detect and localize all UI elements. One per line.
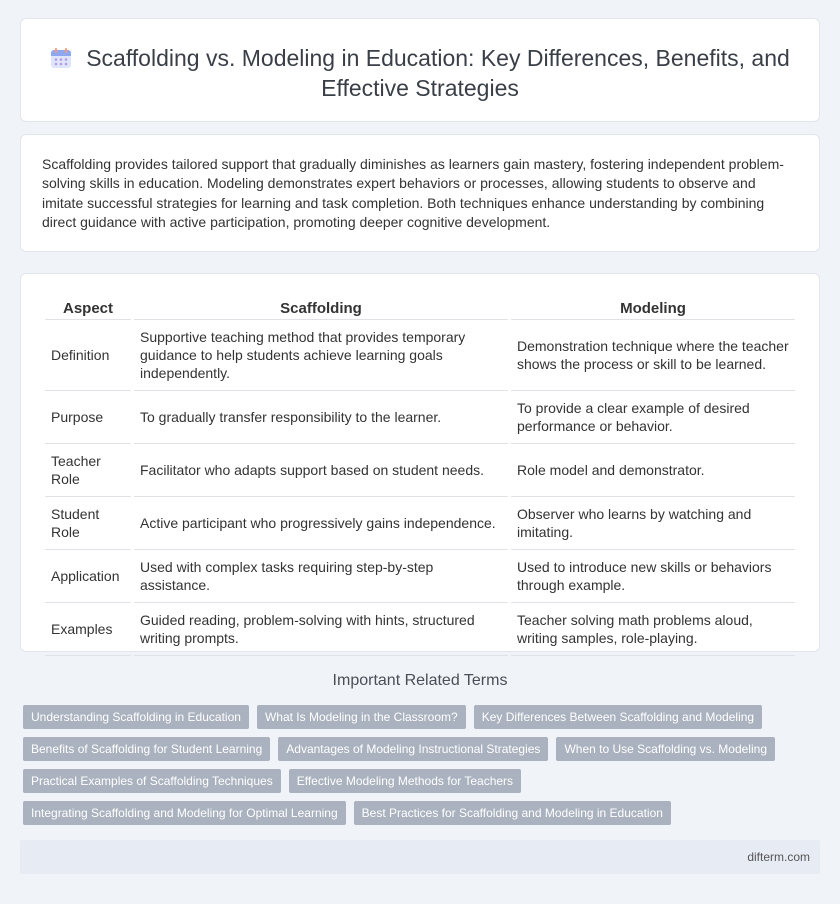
footer-site-link[interactable]: difterm.com	[747, 850, 810, 864]
related-term-tag[interactable]: Integrating Scaffolding and Modeling for Optimal Learning	[23, 801, 346, 825]
row-modeling: Used to introduce new skills or behaviors through example.	[511, 550, 795, 603]
page-title	[21, 43, 819, 103]
row-aspect: Examples	[45, 603, 131, 656]
row-scaffolding: Supportive teaching method that provides temporary guidance to help students achieve learning goals independently.	[134, 320, 508, 391]
row-scaffolding: To gradually transfer responsibility to the learner.	[134, 391, 508, 444]
related-terms-heading: Important Related Terms	[332, 672, 508, 689]
footer	[20, 840, 820, 874]
related-terms-list	[23, 705, 823, 833]
row-modeling: To provide a clear example of desired performance or behavior.	[511, 391, 795, 444]
related-term-tag[interactable]: Understanding Scaffolding in Education	[23, 705, 249, 729]
row-scaffolding: Used with complex tasks requiring step-by-step assistance.	[134, 550, 508, 603]
row-aspect: Purpose	[45, 391, 131, 444]
table-header-row	[45, 296, 795, 320]
row-aspect: Student Role	[45, 497, 131, 550]
related-terms-row	[23, 769, 823, 793]
header-aspect: Aspect	[45, 296, 131, 320]
page-title-text: Scaffolding vs. Modeling in Education: Key Differences, Benefits, and Effective Strategies	[86, 45, 790, 101]
calendar-icon	[50, 47, 72, 69]
comparison-card	[20, 273, 820, 652]
header-scaffolding: Scaffolding	[134, 296, 508, 320]
table-row	[45, 497, 795, 550]
intro-card	[20, 134, 820, 252]
row-scaffolding: Active participant who progressively gains independence.	[134, 497, 508, 550]
comparison-table	[42, 296, 798, 656]
table-row	[45, 603, 795, 656]
related-terms-row	[23, 737, 823, 761]
row-modeling: Role model and demonstrator.	[511, 444, 795, 497]
row-scaffolding: Guided reading, problem-solving with hints, structured writing prompts.	[134, 603, 508, 656]
related-term-tag[interactable]: What Is Modeling in the Classroom?	[257, 705, 466, 729]
table-row	[45, 550, 795, 603]
related-term-tag[interactable]: When to Use Scaffolding vs. Modeling	[556, 737, 775, 761]
related-terms-row	[23, 801, 823, 825]
related-terms-row	[23, 705, 823, 729]
related-term-tag[interactable]: Key Differences Between Scaffolding and Modeling	[474, 705, 762, 729]
related-term-tag[interactable]: Practical Examples of Scaffolding Techniques	[23, 769, 281, 793]
row-modeling: Demonstration technique where the teacher shows the process or skill to be learned.	[511, 320, 795, 391]
row-modeling: Teacher solving math problems aloud, writing samples, role-playing.	[511, 603, 795, 656]
row-aspect: Application	[45, 550, 131, 603]
table-row	[45, 320, 795, 391]
row-modeling: Observer who learns by watching and imitating.	[511, 497, 795, 550]
row-aspect: Teacher Role	[45, 444, 131, 497]
table-row	[45, 391, 795, 444]
row-scaffolding: Facilitator who adapts support based on student needs.	[134, 444, 508, 497]
related-term-tag[interactable]: Advantages of Modeling Instructional Strategies	[278, 737, 548, 761]
row-aspect: Definition	[45, 320, 131, 391]
intro-paragraph: Scaffolding provides tailored support that gradually diminishes as learners gain mastery, fostering independent problem-solving skills in education. Modeling demonstrates expert behaviors or processes, allowing students to observe and imitate successful strategies for learning and task completion. Both techniques enhance understanding by combining direct guidance with active participation, promoting deeper cognitive development.	[42, 156, 784, 231]
related-term-tag[interactable]: Effective Modeling Methods for Teachers	[289, 769, 521, 793]
header-modeling: Modeling	[511, 296, 795, 320]
related-term-tag[interactable]: Best Practices for Scaffolding and Modeling in Education	[354, 801, 671, 825]
title-card	[20, 18, 820, 122]
table-row	[45, 444, 795, 497]
related-term-tag[interactable]: Benefits of Scaffolding for Student Learning	[23, 737, 270, 761]
